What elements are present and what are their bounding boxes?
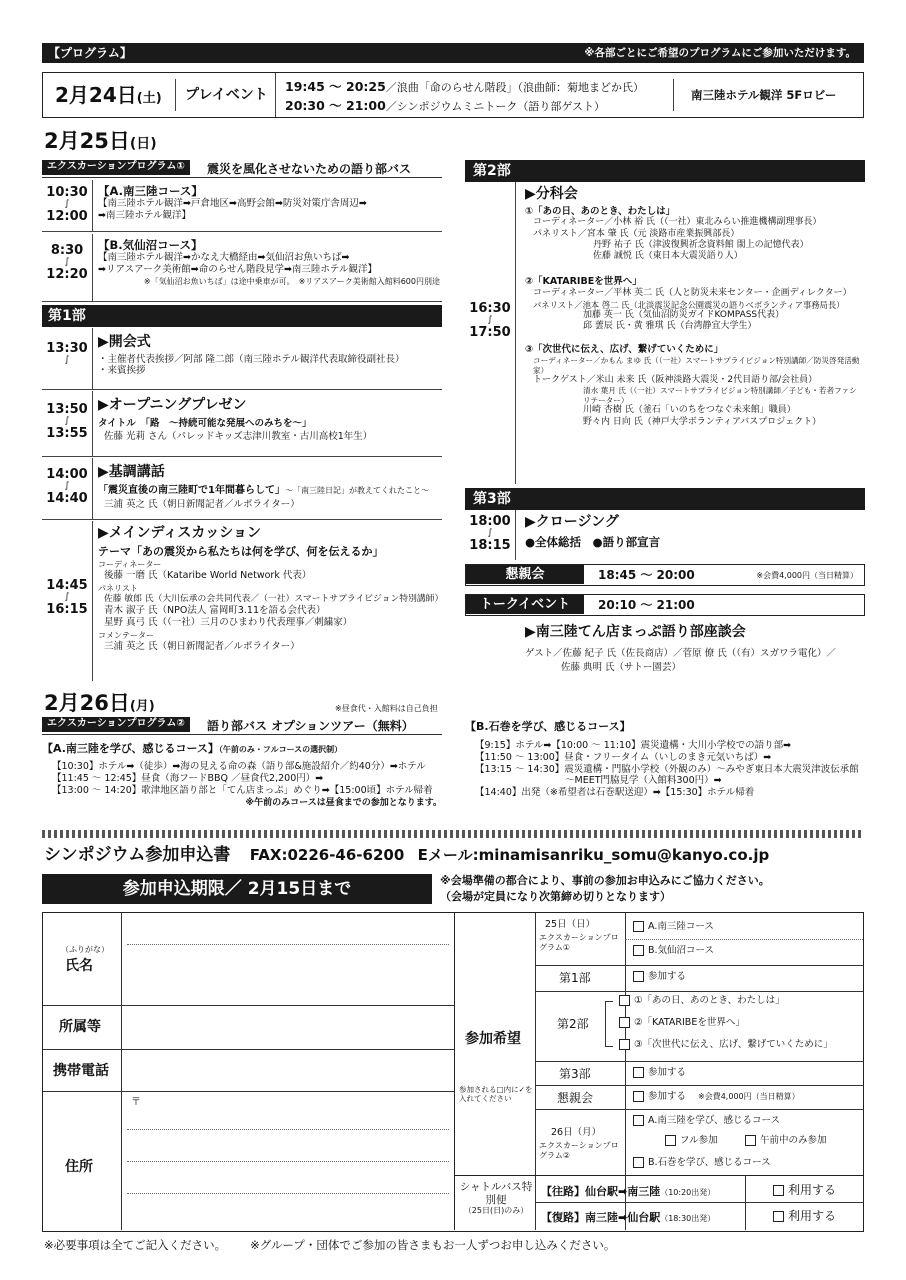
shuttle-label: シャトルバス特別便 （25日(日)のみ）	[459, 1181, 533, 1216]
checkbox-icon[interactable]	[633, 945, 644, 956]
checkbox-icon[interactable]	[773, 1185, 784, 1196]
r25-a-option[interactable]: A.南三陸コース	[633, 921, 714, 933]
checkbox-icon[interactable]	[633, 1067, 644, 1078]
party-fee: ※会費4,000円（当日精算）	[756, 571, 858, 580]
part2-bar: 第2部	[465, 160, 865, 182]
right-column	[465, 160, 865, 680]
r25-sub: エクスカーションプログラム①	[539, 933, 619, 952]
phone-field[interactable]	[127, 1053, 449, 1087]
talk-guests-1: ゲスト／佐藤 紀子 氏（佐長商店）／菅原 僚 氏（（有）スガワラ電化）／	[525, 648, 836, 659]
part1-main-discussion: 14:45 ∫ 16:15 ▶メインディスカッション テーマ「あの震災から私たちは何を学び、何を伝えるか」 コーディネーター 後藤 一磨 氏（Kataribe World Network 代表） パネリスト 佐藤 敏郎 氏（大川伝承の会共同代表／（一社）スマートサプライビジョン特別講師） 青木 淑子 氏（NPO法人 富岡町3.11を語る会代表） 星野 真弓 氏（（一社）三月のひまわり代表理事／刺繍家） コメンテーター 三浦 英之 氏（朝日新聞記者／ルポライター）	[42, 521, 442, 681]
party-box: 懇親会 18:45 ～ 20:00 ※会費4,000円（当日精算）	[465, 564, 865, 586]
r26-label: 26日（月）	[551, 1127, 602, 1138]
part3-closing: 18:00 ∫ 18:15 ▶クロージング ●全体総括 ●語り部宣言	[465, 510, 865, 560]
exc2-tag: エクスカーションプログラム②	[42, 717, 190, 732]
r26-sub: エクスカーションプログラム②	[539, 1141, 619, 1160]
pre-event-box	[42, 72, 864, 118]
part1-keynote: 14:00 ∫ 14:40 ▶基調講話 「震災直後の南三陸町で1年間暮らして」～「南三陸日記」が教えてくれたこと～ 三浦 英之 氏（朝日新聞記者／ルポライター）	[42, 458, 442, 520]
program-header-bar	[42, 43, 864, 63]
apply-note-2: （会場が定員になり次第締め切りとなります）	[440, 890, 671, 903]
shuttle-outbound-option[interactable]: 利用する	[773, 1183, 836, 1198]
exc2-course-b: 【B.石巻を学び、感じるコース】 【9:15】ホテル➡【10:00 ～ 11:10】震災遺構・大川小学校での語り部➡ 【11:50 ～ 13:00】昼食・フリータイム（いしのまき元気いちば）➡ 【13:15 ～ 14:30】震災遺構・門脇小学校（外観のみ）～みやぎ東日本大震災津波伝承館 ～MEET門脇見学（入館料300円）➡ 【14:40】出発（※希望者は石巻駅送迎）➡【15:30】ホテル帰着	[465, 720, 859, 799]
name-label: 氏名	[65, 958, 93, 974]
furigana-label: （ふりがな）	[61, 945, 109, 954]
p1-label: 第1部	[559, 971, 591, 985]
program-title: 【プログラム】	[48, 46, 132, 60]
wish-note: 参加される□内に✓を入れてください	[459, 1085, 533, 1104]
talk-time: 20:10 ～ 21:00	[598, 598, 695, 612]
part1-opening: 13:30 ∫ ▶開会式 ・主催者代表挨拶／阿部 隆二郎（南三陸ホテル観洋代表取締役副社長） ・来賓挨拶	[42, 328, 442, 390]
checkbox-icon[interactable]	[633, 921, 644, 932]
checkbox-icon[interactable]	[745, 1135, 756, 1146]
day26-date: 2月26日(月)	[44, 691, 155, 715]
apply-email: Eメール:minamisanriku_somu@kanyo.co.jp	[417, 846, 770, 864]
apply-fax: FAX:0226-46-6200	[249, 846, 405, 864]
r26-b-option[interactable]: B.石巻を学び、感じるコース	[633, 1157, 771, 1169]
party-label: 懇親会	[557, 1091, 594, 1105]
affiliation-field[interactable]	[127, 1009, 449, 1045]
day26-note: ※昼食代・入館料は自己負担	[335, 704, 438, 713]
name-field[interactable]	[127, 949, 449, 1001]
party-option[interactable]: 参加する ※会費4,000円（当日精算）	[633, 1091, 800, 1103]
exc1-title: 震災を風化させないための語り部バス	[207, 162, 412, 176]
pre-event-date: 2月24日(土)	[55, 83, 162, 107]
pre-event-line1: 19:45 ～ 20:25／浪曲「命のらせん階段」（浪曲師：菊地まどか氏）	[285, 79, 644, 94]
exc2-course-a: 【A.南三陸を学び、感じるコース】（午前のみ・フルコースの選択制） 【10:30】ホテル➡（徒歩）➡海の見える命の森（語り部&施設紹介／約40分）➡ホテル 【11:45 ～ 12:45】昼食（海フードBBQ ／昼食代2,200円）➡ 【13:00 ～ 14:20】歌津地区語り部と「てん店まっぷ」めぐり➡【15:00頃】ホテル帰着 ※午前のみコースは昼食までの参加となります。	[42, 742, 442, 808]
furigana-field[interactable]	[127, 923, 449, 945]
exc1-tag: エクスカーションプログラム①	[42, 160, 190, 175]
exc2-title: 語り部バス オプションツアー（無料）	[207, 719, 414, 733]
part2-breakouts: 16:30 ∫ 17:50 ▶分科会 ①「あの日、あのとき、わたしは」 コーディネーター／小林 裕 氏（（一社）東北みらい推進機構副理事長） パネリスト／宮本 肇 氏（元 淡路市産業振興部長） 丹野 祐子 氏（津波復興祈念資料館 閖上の記憶代表） 佐藤 誠悦 氏（東日本大震災語り人） ②「KATARIBEを世界へ」 コーディネーター／平林 英二 氏（人と防災未来センター・企画ディレクター） パネリスト／池本 啓二 氏（北淡震災記念公園震災の語りべボランティア事務局長） 加藤 英一 氏（気仙沼防災ガイドKOMPASS代表） 邱 蕓辰 氏・黄 雅琪 氏（台湾静宜大学生） ③「次世代に伝え、広げ、繋げていくために」 コーディネーター／かもん まゆ 氏（（一社）スマートサプライビジョン特別講師／防災啓発活動家） トークゲスト／米山 未来 氏（阪神淡路大震災・2代目語り部/会社員） 清水 葉月 氏（（一社）スマートサプライビジョン特別講師／子ども・若者ファシリテーター） 川崎 杏樹 氏（釜石「いのちをつなぐ未来館」職員） 野々内 日向 氏（神戸大学ボランティアバスプロジェクト）	[465, 182, 865, 484]
program-note: ※各部ごとにご希望のプログラムにご参加いただけます。	[584, 47, 856, 59]
checkbox-icon[interactable]	[633, 971, 644, 982]
cut-line	[42, 830, 864, 838]
left-column	[42, 160, 442, 680]
checkbox-icon[interactable]	[619, 1017, 630, 1028]
checkbox-icon[interactable]	[633, 1091, 644, 1102]
checkbox-icon[interactable]	[619, 1039, 630, 1050]
affiliation-label: 所属等	[59, 1019, 101, 1035]
p3-label: 第3部	[559, 1067, 591, 1081]
part1-bar: 第1部	[42, 305, 442, 327]
apply-header	[44, 845, 864, 866]
p2-option-3[interactable]: ③「次世代に伝え、広げ、繋げていくために」	[619, 1039, 833, 1051]
pre-event-line2: 20:30 ～ 21:00／シンポジウムミニトーク（語り部ゲスト）	[285, 98, 605, 113]
p2-option-2[interactable]: ②「KATARIBEを世界へ」	[619, 1017, 745, 1029]
party-time: 18:45 ～ 20:00	[598, 568, 695, 582]
phone-label: 携帯電話	[53, 1063, 109, 1079]
talk-guests-2: 佐藤 典明 氏（サトー園芸）	[561, 662, 682, 673]
postal-mark: 〒	[131, 1097, 141, 1108]
shuttle-outbound: 【往路】仙台駅➡南三陸（10:20出発）	[541, 1185, 716, 1198]
checkbox-icon[interactable]	[633, 1157, 644, 1168]
part3-bar: 第3部	[465, 488, 865, 510]
exc1-course-a: 10:30 ∫ 12:00 【A.南三陸コース】 【南三陸ホテル観洋➡戸倉地区➡高野会館➡防災対策庁舎周辺➡ ➡南三陸ホテル観洋】	[42, 180, 442, 232]
pre-event-venue: 南三陸ホテル観洋 5Fロビー	[691, 88, 837, 102]
r25-label: 25日（日）	[545, 919, 596, 930]
pre-event-label: プレイベント	[185, 87, 268, 103]
day25-date: 2月25日(日)	[44, 129, 157, 153]
checkbox-icon[interactable]	[665, 1135, 676, 1146]
application-form	[42, 912, 864, 1232]
p3-option[interactable]: 参加する	[633, 1067, 686, 1079]
footer-notes: ※必要事項は全てご記入ください。 ※グループ・団体でご参加の皆さまもお一人ずつお申し込みください。	[44, 1238, 616, 1252]
talk-title: ▶南三陸てん店まっぷ語り部座談会	[525, 624, 746, 640]
shuttle-return: 【復路】南三陸➡仙台駅（18:30出発）	[541, 1211, 716, 1224]
r25-b-option[interactable]: B.気仙沼コース	[633, 945, 714, 957]
r26-am-option[interactable]: 午前中のみ参加	[745, 1135, 827, 1147]
apply-note-1: ※会場準備の都合により、事前の参加お申込みにご協力ください。	[440, 874, 770, 887]
p2-option-1[interactable]: ①「あの日、あのとき、わたしは」	[619, 995, 785, 1007]
p2-label: 第2部	[557, 1017, 589, 1031]
wish-label: 参加希望	[465, 1031, 521, 1047]
exc1-course-b: 8:30 ∫ 12:20 【B.気仙沼コース】 【南三陸ホテル観洋➡かなえ大橋経由➡気仙沼お魚いちば➡ ➡リアスアーク美術館➡命のらせん階段見学➡南三陸ホテル観洋】 ※「気仙沼お魚いちば」は途中乗車が可。 ※リアスアーク美術館入館料600円別途	[42, 234, 442, 302]
r26-full-option[interactable]: フル参加	[665, 1135, 718, 1147]
r26-a-option[interactable]: A.南三陸を学び、感じるコース	[633, 1115, 780, 1127]
checkbox-icon[interactable]	[773, 1211, 784, 1222]
deadline-bar: 参加申込期限／ 2月15日まで	[42, 874, 432, 904]
address-label: 住所	[65, 1159, 93, 1175]
part1-presentation: 13:50 ∫ 13:55 ▶オープニングプレゼン タイトル 「路 ～持続可能な発展へのみちを～」 佐藤 光莉 さん（パレッドキッズ志津川教室・古川高校1年生）	[42, 391, 442, 457]
p1-option[interactable]: 参加する	[633, 971, 686, 983]
address-field[interactable]	[127, 1095, 449, 1225]
shuttle-return-option[interactable]: 利用する	[773, 1209, 836, 1224]
checkbox-icon[interactable]	[633, 1115, 644, 1126]
apply-title: シンポジウム参加申込書	[44, 845, 231, 865]
checkbox-icon[interactable]	[619, 995, 630, 1006]
talk-box: トークイベント 20:10 ～ 21:00	[465, 594, 865, 616]
